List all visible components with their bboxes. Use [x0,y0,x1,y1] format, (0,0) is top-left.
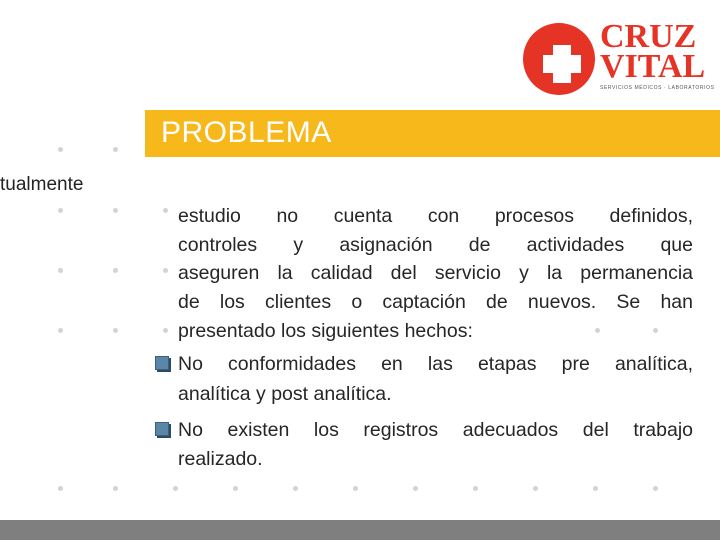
dot [113,486,118,491]
logo-word-cruz: CRUZ [600,18,697,55]
dot [233,486,238,491]
dot [653,486,658,491]
dot [353,486,358,491]
side-heading-fragment: tualmente [0,174,84,195]
dot [163,268,168,273]
dot [163,208,168,213]
red-cross-icon [523,23,595,95]
dot [413,486,418,491]
dot [113,268,118,273]
dot [113,208,118,213]
dot [58,486,63,491]
dot [58,328,63,333]
dot [173,486,178,491]
dot [533,486,538,491]
bullet-line: No existen los registros adecuados del trabajo [178,419,693,441]
paragraph-line: presentado los siguientes hechos: [178,320,473,342]
dot [113,328,118,333]
dot [113,147,118,152]
bullet-line: realizado. [178,448,263,470]
logo-tagline: SERVICIOS MÉDICOS · LABORATORIOS [600,85,715,91]
slide-title: PROBLEMA [161,116,332,149]
dot [58,208,63,213]
dot [593,486,598,491]
dot [58,268,63,273]
dot [163,328,168,333]
dot [293,486,298,491]
checkbox-bullet-icon [155,422,169,436]
checkbox-bullet-icon [155,356,169,370]
paragraph-line: estudio no cuenta con procesos definidos, [178,205,693,227]
paragraph-line: aseguren la calidad del servicio y la permanencia [178,262,693,284]
dot [58,147,63,152]
dot [473,486,478,491]
paragraph-line: de los clientes o captación de nuevos. Se han [178,291,693,313]
bullet-line: analítica y post analítica. [178,383,392,405]
logo-word-vital: VITAL [600,48,706,85]
footer-bar [0,520,720,540]
paragraph-line: controles y asignación de actividades que [178,234,693,256]
cruz-vital-logo [520,18,715,100]
bullet-line: No conformidades en las etapas pre analítica, [178,353,693,375]
